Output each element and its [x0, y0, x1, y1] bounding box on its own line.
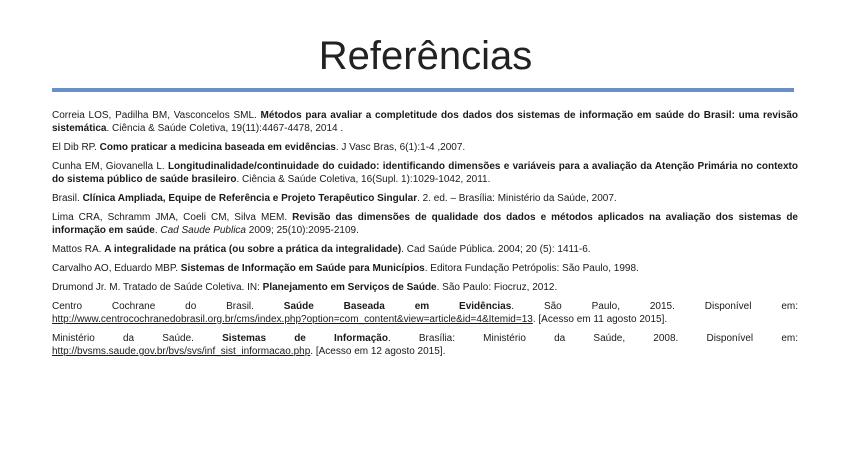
reference-source: . J Vasc Bras, 6(1):1-4 ,2007. — [335, 142, 466, 153]
reference-item — [52, 192, 798, 205]
reference-item-continued — [52, 345, 798, 358]
reference-authors: El Dib RP. — [52, 142, 100, 153]
reference-journal: Cad Saude Publica — [160, 225, 246, 236]
reference-source: . São Paulo: Fiocruz, 2012. — [436, 282, 558, 293]
reference-title: Métodos para avaliar a completitude dos dados dos sistemas de informação em saúde do Brasil: uma revisão sistemática — [52, 110, 798, 134]
reference-authors: Correia LOS, Padilha BM, Vasconcelos SML. — [52, 110, 261, 121]
title-divider — [52, 88, 794, 92]
reference-authors: Centro Cochrane do Brasil. — [52, 301, 284, 312]
reference-title: Longitudinalidade/continuidade do cuidado: identificando dimensões e variáveis para a avaliação da Atenção Primária no contexto do sistema público de saúde brasileiro — [52, 161, 798, 185]
reference-title: A integralidade na prática (ou sobre a prática da integralidade) — [104, 244, 402, 255]
reference-authors: Ministério da Saúde. — [52, 333, 223, 344]
reference-item — [52, 243, 798, 256]
reference-title: Sistemas de Informação — [222, 333, 388, 344]
reference-title: Clínica Ampliada, Equipe de Referência e Projeto Terapêutico Singular — [82, 193, 418, 204]
reference-title: Como praticar a medicina baseada em evidências — [99, 142, 336, 153]
reference-title: Saúde Baseada em Evidências — [283, 301, 512, 312]
references-list — [52, 109, 798, 364]
reference-access-date: . [Acesso em 12 agosto 2015]. — [310, 346, 446, 357]
reference-item — [52, 141, 798, 154]
reference-item — [52, 109, 798, 135]
reference-source-detail: 2009; 25(10):2095-2109. — [246, 225, 359, 236]
reference-title: Revisão das dimensões de qualidade dos dados e métodos aplicados na avaliação dos sistemas de informação em saúde — [52, 212, 798, 236]
reference-source: . 2. ed. – Brasília: Ministério da Saúde, 2007. — [417, 193, 617, 204]
reference-access-date: . [Acesso em 11 agosto 2015]. — [532, 314, 668, 325]
reference-link[interactable]: http://bvsms.saude.gov.br/bvs/svs/inf_sist_informacao.php — [52, 346, 311, 357]
reference-item — [52, 281, 798, 294]
reference-source: . Ciência & Saúde Coletiva, 16(Supl. 1):1029-1042, 2011. — [236, 174, 491, 185]
reference-item — [52, 262, 798, 275]
reference-authors: Brasil. — [52, 193, 83, 204]
reference-authors: Cunha EM, Giovanella L. — [52, 161, 168, 172]
reference-item — [52, 160, 798, 186]
reference-title: Sistemas de Informação em Saúde para Municípios — [180, 263, 425, 274]
reference-authors: Lima CRA, Schramm JMA, Coeli CM, Silva MEM. — [52, 212, 293, 223]
reference-item — [52, 300, 798, 313]
reference-authors: Drumond Jr. M. Tratado de Saúde Coletiva. IN: — [52, 282, 263, 293]
reference-authors: Carvalho AO, Eduardo MBP. — [52, 263, 181, 274]
reference-source: . — [154, 225, 161, 236]
slide-title: Referências — [318, 34, 533, 78]
reference-source: . Brasília: Ministério da Saúde, 2008. Disponível em: — [387, 333, 798, 344]
reference-item-continued — [52, 313, 798, 326]
reference-source: . Cad Saúde Pública. 2004; 20 (5): 1411-6. — [401, 244, 591, 255]
reference-source: . Ciência & Saúde Coletiva, 19(11):4467-4478, 2014 . — [106, 123, 344, 134]
reference-title: Planejamento em Serviços de Saúde — [262, 282, 437, 293]
reference-item — [52, 211, 798, 237]
reference-authors: Mattos RA. — [52, 244, 105, 255]
reference-source: . São Paulo, 2015. Disponível em: — [511, 301, 798, 312]
reference-link[interactable]: http://www.centrocochranedobrasil.org.br/cms/index.php?option=com_content&view=article&id=4&Itemid=13 — [52, 314, 533, 325]
reference-source: . Editora Fundação Petrópolis: São Paulo, 1998. — [424, 263, 639, 274]
reference-item — [52, 332, 798, 345]
